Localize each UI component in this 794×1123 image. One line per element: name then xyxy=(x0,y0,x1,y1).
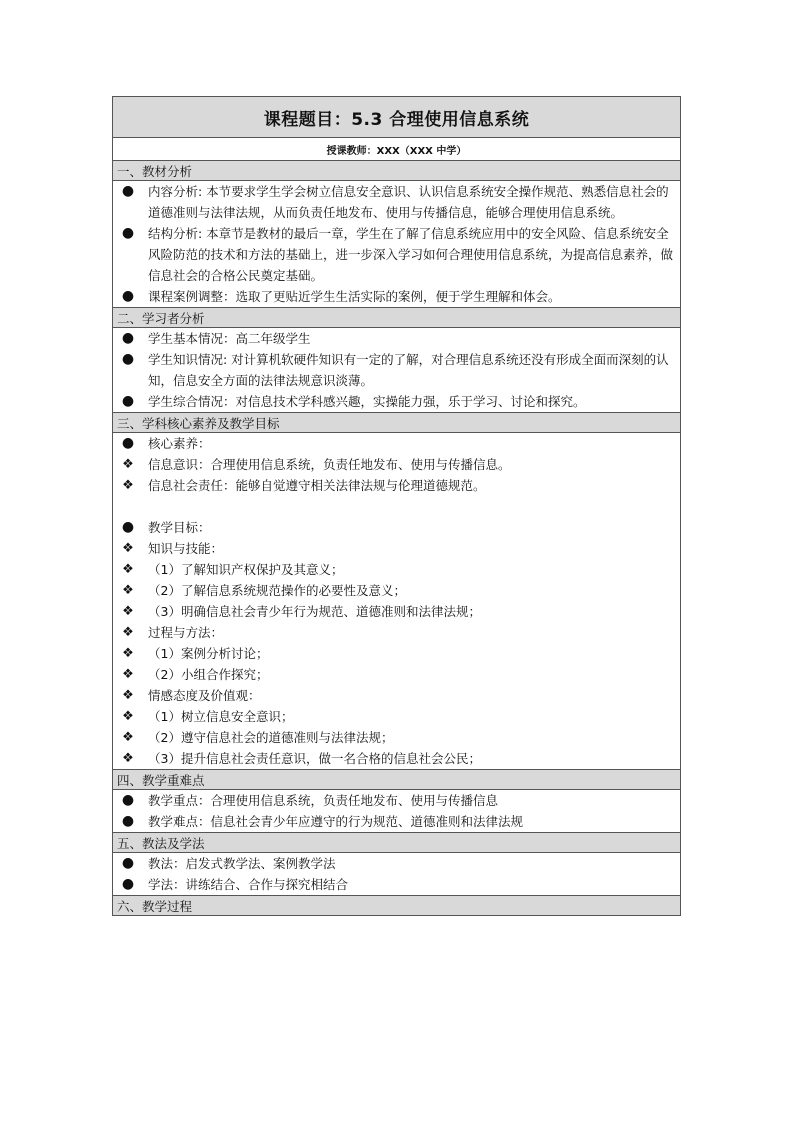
list-item: ❖ （1）案例分析讨论； xyxy=(113,643,680,664)
bullet-icon: ● xyxy=(121,813,135,829)
bullet-icon: ● xyxy=(121,435,135,451)
section-heading-core-literacy-goals: 三、学科核心素养及教学目标 xyxy=(113,413,681,433)
list-item: ❖ 知识与技能： xyxy=(113,538,680,559)
diamond-bullet-icon: ❖ xyxy=(122,709,134,724)
bullet-icon: ● xyxy=(121,225,135,241)
bullet-icon: ● xyxy=(121,792,135,808)
section-heading-textbook-analysis: 一、教材分析 xyxy=(113,161,681,181)
list-item: ● 学生知识情况: 对计算机软硬件知识有一定的了解，对合理信息系统还没有形成全面而深刻的认知，信息安全方面的法律法规意识淡薄。 xyxy=(121,351,669,388)
diamond-bullet-icon: ❖ xyxy=(122,751,134,766)
course-title: 课程题目：5.3 合理使用信息系统 xyxy=(113,97,681,138)
list-item: ❖ 情感态度及价值观： xyxy=(113,685,680,706)
bullet-icon: ● xyxy=(121,855,135,871)
list-item: ● 课程案例调整：选取了更贴近学生生活实际的案例，便于学生理解和体会。 xyxy=(113,286,680,307)
bullet-icon: ● xyxy=(121,288,135,304)
list-item: ❖ （1）了解知识产权保护及其意义； xyxy=(113,559,680,580)
list-item: ● 教学难点：信息社会青少年应遵守的行为规范、道德准则和法律法规 xyxy=(113,811,680,832)
section-body-key-difficulties xyxy=(113,790,681,833)
list-item: ❖ （2）遵守信息社会的道德准则与法律法规； xyxy=(113,727,680,748)
teacher-info: 授课教师：XXX（XXX 中学） xyxy=(113,138,681,161)
list-item: ❖ 信息社会责任：能够自觉遵守相关法律法规与伦理道德规范。 xyxy=(113,475,680,496)
section-body-textbook-analysis xyxy=(113,181,681,308)
section-body-teaching-methods xyxy=(113,853,681,896)
list-item: ● 学生基本情况：高二年级学生 xyxy=(113,328,680,349)
bullet-icon: ● xyxy=(121,183,135,199)
diamond-bullet-icon: ❖ xyxy=(122,604,134,619)
section-heading-key-difficulties: 四、教学重难点 xyxy=(113,770,681,790)
bullet-icon: ● xyxy=(121,393,135,409)
list-item: ● 教法：启发式教学法、案例教学法 xyxy=(113,853,680,874)
bullet-icon: ● xyxy=(121,519,135,535)
lesson-plan-table xyxy=(112,96,681,916)
section-heading-teaching-process: 六、教学过程 xyxy=(113,896,681,916)
section-body-core-literacy-goals xyxy=(113,433,681,770)
list-item: ● 学法：讲练结合、合作与探究相结合 xyxy=(113,874,680,895)
blank-line xyxy=(113,496,680,517)
bullet-icon: ● xyxy=(121,351,135,367)
list-item: ❖ 过程与方法： xyxy=(113,622,680,643)
list-item: ❖ （2）了解信息系统规范操作的必要性及意义； xyxy=(113,580,680,601)
list-item: ❖ 信息意识：合理使用信息系统，负责任地发布、使用与传播信息。 xyxy=(113,454,680,475)
lesson-plan-document xyxy=(112,96,681,916)
section-heading-learner-analysis: 二、学习者分析 xyxy=(113,308,681,328)
list-item: ❖ （3）提升信息社会责任意识，做一名合格的信息社会公民； xyxy=(113,748,680,769)
list-item: ● 结构分析: 本章节是教材的最后一章，学生在了解了信息系统应用中的安全风险、信息系统安全风险防范的技术和方法的基础上，进一步深入学习如何合理使用信息系统，为提高信息素养，做信息社会的合格公民奠定基础。 xyxy=(121,225,674,283)
diamond-bullet-icon: ❖ xyxy=(122,688,134,703)
bullet-icon: ● xyxy=(121,876,135,892)
list-item: ❖ （2）小组合作探究； xyxy=(113,664,680,685)
diamond-bullet-icon: ❖ xyxy=(122,541,134,556)
bullet-icon: ● xyxy=(121,330,135,346)
list-item: ❖ （3）明确信息社会青少年行为规范、道德准则和法律法规； xyxy=(113,601,680,622)
list-item: ❖ （1）树立信息安全意识； xyxy=(113,706,680,727)
diamond-bullet-icon: ❖ xyxy=(122,646,134,661)
list-item: ● 教学重点：合理使用信息系统，负责任地发布、使用与传播信息 xyxy=(113,790,680,811)
diamond-bullet-icon: ❖ xyxy=(122,478,134,493)
diamond-bullet-icon: ❖ xyxy=(122,667,134,682)
list-item: ● 核心素养： xyxy=(113,433,680,454)
section-body-learner-analysis xyxy=(113,328,681,413)
diamond-bullet-icon: ❖ xyxy=(122,457,134,472)
diamond-bullet-icon: ❖ xyxy=(122,625,134,640)
diamond-bullet-icon: ❖ xyxy=(122,562,134,577)
list-item: ● 教学目标： xyxy=(113,517,680,538)
diamond-bullet-icon: ❖ xyxy=(122,583,134,598)
list-item: ● 学生综合情况：对信息技术学科感兴趣，实操能力强，乐于学习、讨论和探究。 xyxy=(113,391,680,412)
section-heading-teaching-methods: 五、教法及学法 xyxy=(113,833,681,853)
diamond-bullet-icon: ❖ xyxy=(122,730,134,745)
list-item: ● 内容分析: 本节要求学生学会树立信息安全意识、认识信息系统安全操作规范、熟悉信息社会的道德准则与法律法规，从而负责任地发布、使用与传播信息，能够合理使用信息系统。 xyxy=(121,183,669,220)
